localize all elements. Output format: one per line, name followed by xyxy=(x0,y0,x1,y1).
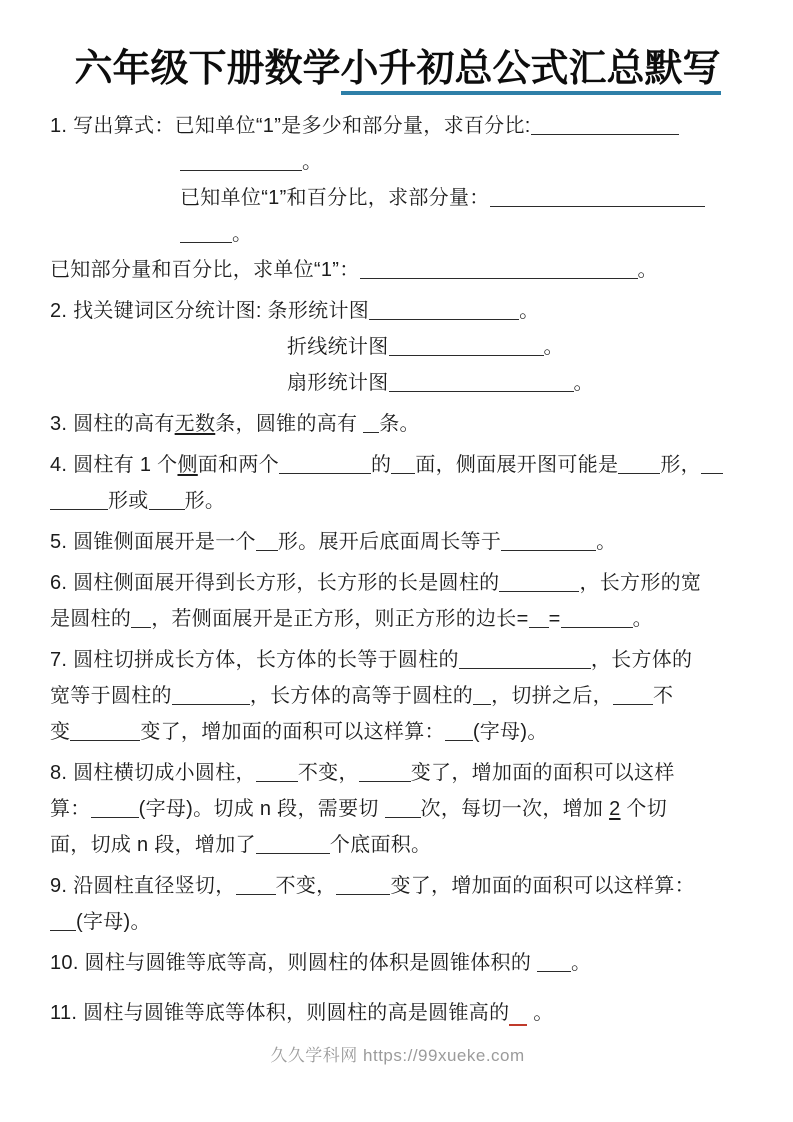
text-segment: ，长方体的 xyxy=(590,649,693,671)
blank-field xyxy=(445,724,473,741)
text-segment: 。 xyxy=(632,608,653,630)
question-block xyxy=(50,108,745,288)
text-segment: 1. 写出算式：已知单位“1”是多少和部分量，求百分比: xyxy=(50,115,531,137)
blank-field xyxy=(359,765,411,782)
text-segment: 变了，增加面的面积可以这样算： xyxy=(140,721,445,743)
question-block xyxy=(50,447,745,519)
text-segment: 的 xyxy=(371,454,392,476)
text-segment: 6. 圆柱侧面展开得到长方形，长方形的长是圆柱的 xyxy=(50,572,500,594)
question-line xyxy=(50,524,745,560)
text-segment: 折线统计图 xyxy=(287,336,389,358)
text-segment: 面和两个 xyxy=(197,454,279,476)
question-line xyxy=(50,293,745,329)
blank-field xyxy=(561,611,633,628)
text-segment: (字母)。切成 n 段，需要切 xyxy=(138,798,385,820)
blank-field xyxy=(531,118,679,135)
question-line xyxy=(50,642,745,678)
text-segment: 。 xyxy=(232,223,253,245)
blank-field xyxy=(385,801,421,818)
blank-field xyxy=(618,457,660,474)
text-segment: 次，每切一次，增加 xyxy=(420,798,610,820)
question-line xyxy=(50,406,745,442)
text-segment: 扇形统计图 xyxy=(287,372,389,394)
question-line xyxy=(50,791,745,827)
text-segment: 9. 沿圆柱直径竖切， xyxy=(50,875,236,897)
text-segment: 已知部分量和百分比，求单位“1”： xyxy=(50,259,360,281)
question-line xyxy=(50,108,745,144)
text-segment: 11. 圆柱与圆锥等底等体积，则圆柱的高是圆锥高的 xyxy=(50,1002,510,1024)
text-segment: 。 xyxy=(519,300,540,322)
text-segment: 5. 圆锥侧面展开是一个 xyxy=(50,531,256,553)
text-segment: 个底面积。 xyxy=(329,834,432,856)
text-segment: 。 xyxy=(302,151,323,173)
text-segment: 不 xyxy=(652,685,674,707)
question-block xyxy=(50,755,745,863)
text-segment: 10. 圆柱与圆锥等底等高，则圆柱的体积是圆锥体积的 xyxy=(50,952,538,974)
text-segment: 条。 xyxy=(379,413,420,435)
text-segment: = xyxy=(548,608,561,630)
blank-field xyxy=(529,611,549,628)
question-block xyxy=(50,868,745,940)
blank-field xyxy=(256,765,298,782)
text-segment: (字母)。 xyxy=(472,721,548,743)
text-segment: 。 xyxy=(543,336,564,358)
blank-field xyxy=(180,154,302,171)
blank-field xyxy=(360,262,638,279)
text-segment: 。 xyxy=(637,259,658,281)
text-segment: 面，切成 n 段，增加了 xyxy=(50,834,256,856)
blank-field xyxy=(50,914,76,931)
blank-field xyxy=(91,801,139,818)
text-segment: 。 xyxy=(596,531,617,553)
text-segment: 7. 圆柱切拼成长方体，长方体的长等于圆柱的 xyxy=(50,649,459,671)
question-block xyxy=(50,642,745,750)
underlined-text: 侧 xyxy=(177,454,198,476)
question-block xyxy=(50,945,745,981)
blank-field xyxy=(613,688,653,705)
blank-field xyxy=(459,652,591,669)
text-segment: ，长方体的高等于圆柱的 xyxy=(249,685,474,707)
text-segment: ，若侧面展开是正方形，则正方形的边长= xyxy=(151,608,529,630)
text-segment: 算： xyxy=(50,798,91,820)
blank-field xyxy=(50,493,108,510)
question-line xyxy=(50,180,745,216)
question-line xyxy=(50,827,745,863)
text-segment: 条，圆锥的高有 xyxy=(215,413,364,435)
blank-field xyxy=(389,339,544,356)
questions xyxy=(50,108,745,1031)
blank-field xyxy=(499,575,579,592)
footer-text: 久久学科网 https://99xueke.com xyxy=(270,1046,525,1065)
text-segment: 形， xyxy=(660,454,701,476)
footer xyxy=(50,1041,745,1066)
blank-field xyxy=(701,457,723,474)
blank-field xyxy=(473,688,491,705)
question-line xyxy=(50,447,745,483)
page-title-underlined: 小升初总公式汇总默写 xyxy=(341,48,721,95)
blank-field xyxy=(172,688,250,705)
blank-field xyxy=(180,226,232,243)
text-segment: 不变， xyxy=(275,875,337,897)
question-block xyxy=(50,995,745,1031)
blank-field xyxy=(256,534,278,551)
red-blank-field xyxy=(509,1014,527,1026)
underlined-text: 2 xyxy=(609,798,621,820)
blank-field xyxy=(131,611,151,628)
text-segment: 。 xyxy=(527,1002,554,1024)
text-segment: 形或 xyxy=(108,490,149,512)
blank-field xyxy=(256,837,330,854)
blank-field xyxy=(363,416,379,433)
blank-field xyxy=(70,724,140,741)
question-line xyxy=(50,714,745,750)
underlined-text: 无数 xyxy=(174,413,216,435)
text-segment: 形。展开后底面周长等于 xyxy=(277,531,502,553)
blank-field xyxy=(391,457,415,474)
question-line xyxy=(50,995,745,1031)
blank-field xyxy=(149,493,185,510)
blank-field xyxy=(369,303,519,320)
question-line xyxy=(50,144,745,180)
text-segment: 变了，增加面的面积可以这样算： xyxy=(390,875,695,897)
question-block xyxy=(50,293,745,401)
text-segment: 。 xyxy=(573,372,594,394)
text-segment: 不变， xyxy=(297,762,359,784)
text-segment: 变了，增加面的面积可以这样 xyxy=(410,762,675,784)
page-title-plain: 六年级下册数学 xyxy=(74,48,341,90)
question-line xyxy=(50,678,745,714)
blank-field xyxy=(490,190,705,207)
text-segment: 面，侧面展开图可能是 xyxy=(415,454,619,476)
question-line xyxy=(50,216,745,252)
text-segment: 形。 xyxy=(184,490,226,512)
blank-field xyxy=(279,457,371,474)
question-line xyxy=(50,904,745,940)
question-line xyxy=(50,868,745,904)
text-segment: ，切拼之后， xyxy=(491,685,613,707)
question-block xyxy=(50,406,745,442)
text-segment: 已知单位“1”和百分比，求部分量： xyxy=(180,187,490,209)
question-block xyxy=(50,565,745,637)
text-segment: 3. 圆柱的高有 xyxy=(50,413,175,435)
text-segment: (字母)。 xyxy=(76,911,151,933)
text-segment: 8. 圆柱横切成小圆柱， xyxy=(50,762,256,784)
text-segment: 是圆柱的 xyxy=(50,608,132,630)
question-line xyxy=(50,329,745,365)
text-segment: 个切 xyxy=(620,798,667,820)
question-line xyxy=(50,565,745,601)
question-line xyxy=(50,755,745,791)
text-segment: ，长方形的宽 xyxy=(579,572,702,594)
question-line xyxy=(50,601,745,637)
question-line xyxy=(50,483,745,519)
blank-field xyxy=(236,878,276,895)
blank-field xyxy=(537,955,571,972)
question-line xyxy=(50,945,745,981)
blank-field xyxy=(336,878,390,895)
text-segment: 变 xyxy=(50,721,71,743)
question-block xyxy=(50,524,745,560)
page-title xyxy=(50,46,745,92)
text-segment: 2. 找关键词区分统计图: 条形统计图 xyxy=(50,300,370,322)
question-line xyxy=(50,252,745,288)
question-line xyxy=(50,365,745,401)
text-segment: 。 xyxy=(571,952,592,974)
blank-field xyxy=(389,375,574,392)
blank-field xyxy=(501,534,596,551)
text-segment: 4. 圆柱有 1 个 xyxy=(50,454,178,476)
text-segment: 宽等于圆柱的 xyxy=(50,685,172,707)
